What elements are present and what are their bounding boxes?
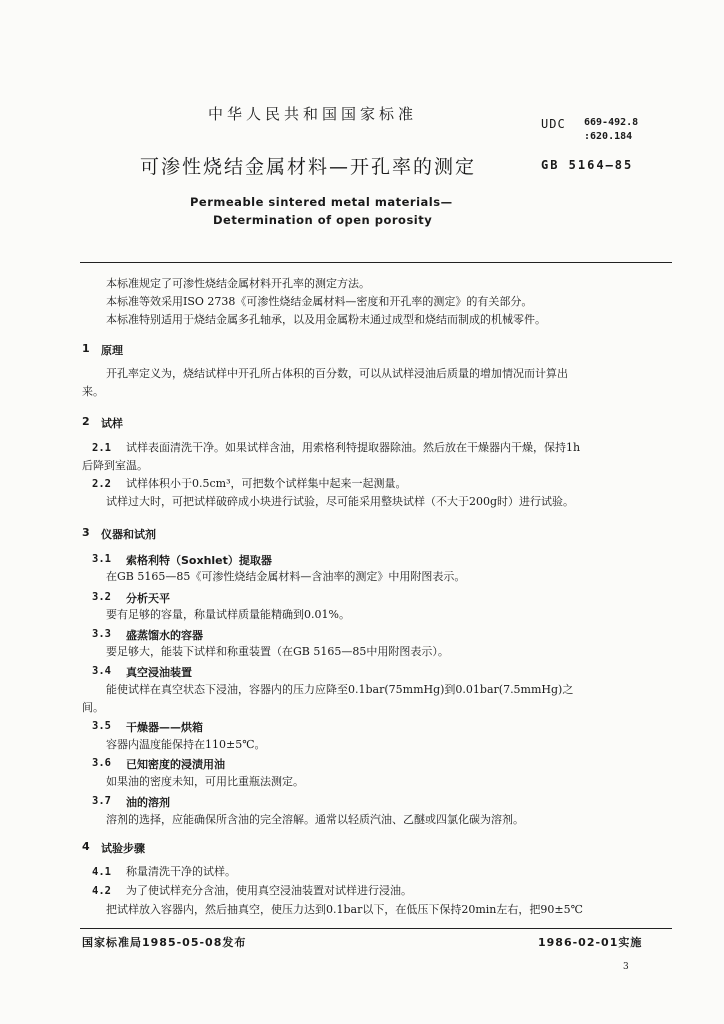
clause-2-2-line2: 试样过大时，可把试样破碎成小块进行试验，尽可能采用整块试样（不大于200g时）进行试验。	[106, 495, 575, 508]
document-title-zh: 可渗性烧结金属材料—开孔率的测定	[140, 156, 477, 178]
clause-3-2-title: 分析天平	[126, 592, 170, 605]
section-1-number: 1	[82, 342, 90, 355]
section-2-number: 2	[82, 415, 90, 428]
udc-code-line1: 669-492.8	[584, 117, 639, 128]
standard-type-label: 中华人民共和国国家标准	[208, 105, 418, 123]
clause-3-2-number: 3.2	[92, 591, 111, 603]
clause-4-1-number: 4.1	[92, 866, 111, 878]
clause-4-2-line1: 为了使试样充分含油，使用真空浸油装置对试样进行浸油。	[126, 884, 412, 897]
clause-3-3-number: 3.3	[92, 628, 111, 640]
intro-paragraph-2: 本标准等效采用ISO 2738《可渗性烧结金属材料—密度和开孔率的测定》的有关部分。	[106, 295, 533, 308]
udc-code-line2: :620.184	[584, 131, 633, 142]
clause-3-3-body: 要足够大，能装下试样和称重装置（在GB 5165—85中用附图表示）。	[106, 645, 449, 658]
gb-standard-code: GB 5164—85	[541, 158, 634, 172]
clause-3-4-line1: 能使试样在真空状态下浸油，容器内的压力应降至0.1bar(75mmHg)到0.01bar(7.5mmHg)之	[106, 683, 574, 696]
document-title-en-line2: Determination of open porosity	[213, 213, 433, 227]
clause-3-4-number: 3.4	[92, 665, 111, 677]
clause-2-1-line1: 试样表面清洗干净。如果试样含油，用索格利特提取器除油。然后放在干燥器内干燥，保持1h	[126, 441, 581, 454]
document-title-en-line1: Permeable sintered metal materials—	[190, 195, 453, 209]
clause-3-5-number: 3.5	[92, 720, 111, 732]
clause-2-2-number: 2.2	[92, 478, 111, 490]
effective-date: 1986-02-01实施	[538, 936, 643, 949]
clause-2-2-line1: 试样体积小于0.5cm³，可把数个试样集中起来一起测量。	[126, 477, 407, 490]
section-3-title: 仪器和试剂	[101, 528, 156, 541]
clause-3-4-line2: 间。	[82, 701, 104, 714]
clause-2-1-number: 2.1	[92, 442, 111, 454]
page-number: 3	[623, 962, 629, 972]
clause-4-2-line2: 把试样放入容器内，然后抽真空，使压力达到0.1bar以下，在低压下保持20min左右，把90±5℃	[106, 903, 583, 916]
intro-paragraph-1: 本标准规定了可渗性烧结金属材料开孔率的测定方法。	[106, 277, 370, 290]
clause-3-7-title: 油的溶剂	[126, 796, 170, 809]
section-1-body-line2: 来。	[82, 385, 104, 398]
section-3-number: 3	[82, 526, 90, 539]
header-divider	[80, 262, 672, 263]
udc-label: UDC	[541, 117, 566, 131]
clause-3-2-body: 要有足够的容量，称量试样质量能精确到0.01%。	[106, 608, 350, 621]
issue-date: 国家标准局1985-05-08发布	[82, 936, 247, 949]
clause-3-3-title: 盛蒸馏水的容器	[126, 629, 203, 642]
section-1-title: 原理	[101, 344, 123, 357]
intro-paragraph-3: 本标准特别适用于烧结金属多孔轴承，以及用金属粉末通过成型和烧结而制成的机械零件。	[106, 313, 546, 326]
clause-3-5-title: 干燥器——烘箱	[126, 721, 203, 734]
clause-3-1-body: 在GB 5165—85《可渗性烧结金属材料—含油率的测定》中用附图表示。	[106, 570, 466, 583]
clause-3-7-number: 3.7	[92, 795, 111, 807]
footer-divider	[80, 928, 672, 929]
clause-3-6-body: 如果油的密度未知，可用比重瓶法测定。	[106, 775, 304, 788]
clause-4-1-body: 称量清洗干净的试样。	[126, 865, 236, 878]
clause-2-1-line2: 后降到室温。	[82, 459, 148, 472]
section-2-title: 试样	[101, 417, 123, 430]
clause-3-5-body: 容器内温度能保持在110±5℃。	[106, 738, 266, 751]
clause-3-7-body: 溶剂的选择，应能确保所含油的完全溶解。通常以轻质汽油、乙醚或四氯化碳为溶剂。	[106, 813, 524, 826]
section-4-number: 4	[82, 840, 90, 853]
clause-3-1-title: 索格利特（Soxhlet）提取器	[126, 554, 272, 567]
clause-3-6-title: 已知密度的浸渍用油	[126, 758, 225, 771]
clause-3-1-number: 3.1	[92, 553, 111, 565]
clause-3-4-title: 真空浸油装置	[126, 666, 192, 679]
clause-3-6-number: 3.6	[92, 757, 111, 769]
section-1-body-line1: 开孔率定义为，烧结试样中开孔所占体积的百分数，可以从试样浸油后质量的增加情况而计算出	[106, 367, 568, 380]
section-4-title: 试验步骤	[101, 842, 145, 855]
clause-4-2-number: 4.2	[92, 885, 111, 897]
